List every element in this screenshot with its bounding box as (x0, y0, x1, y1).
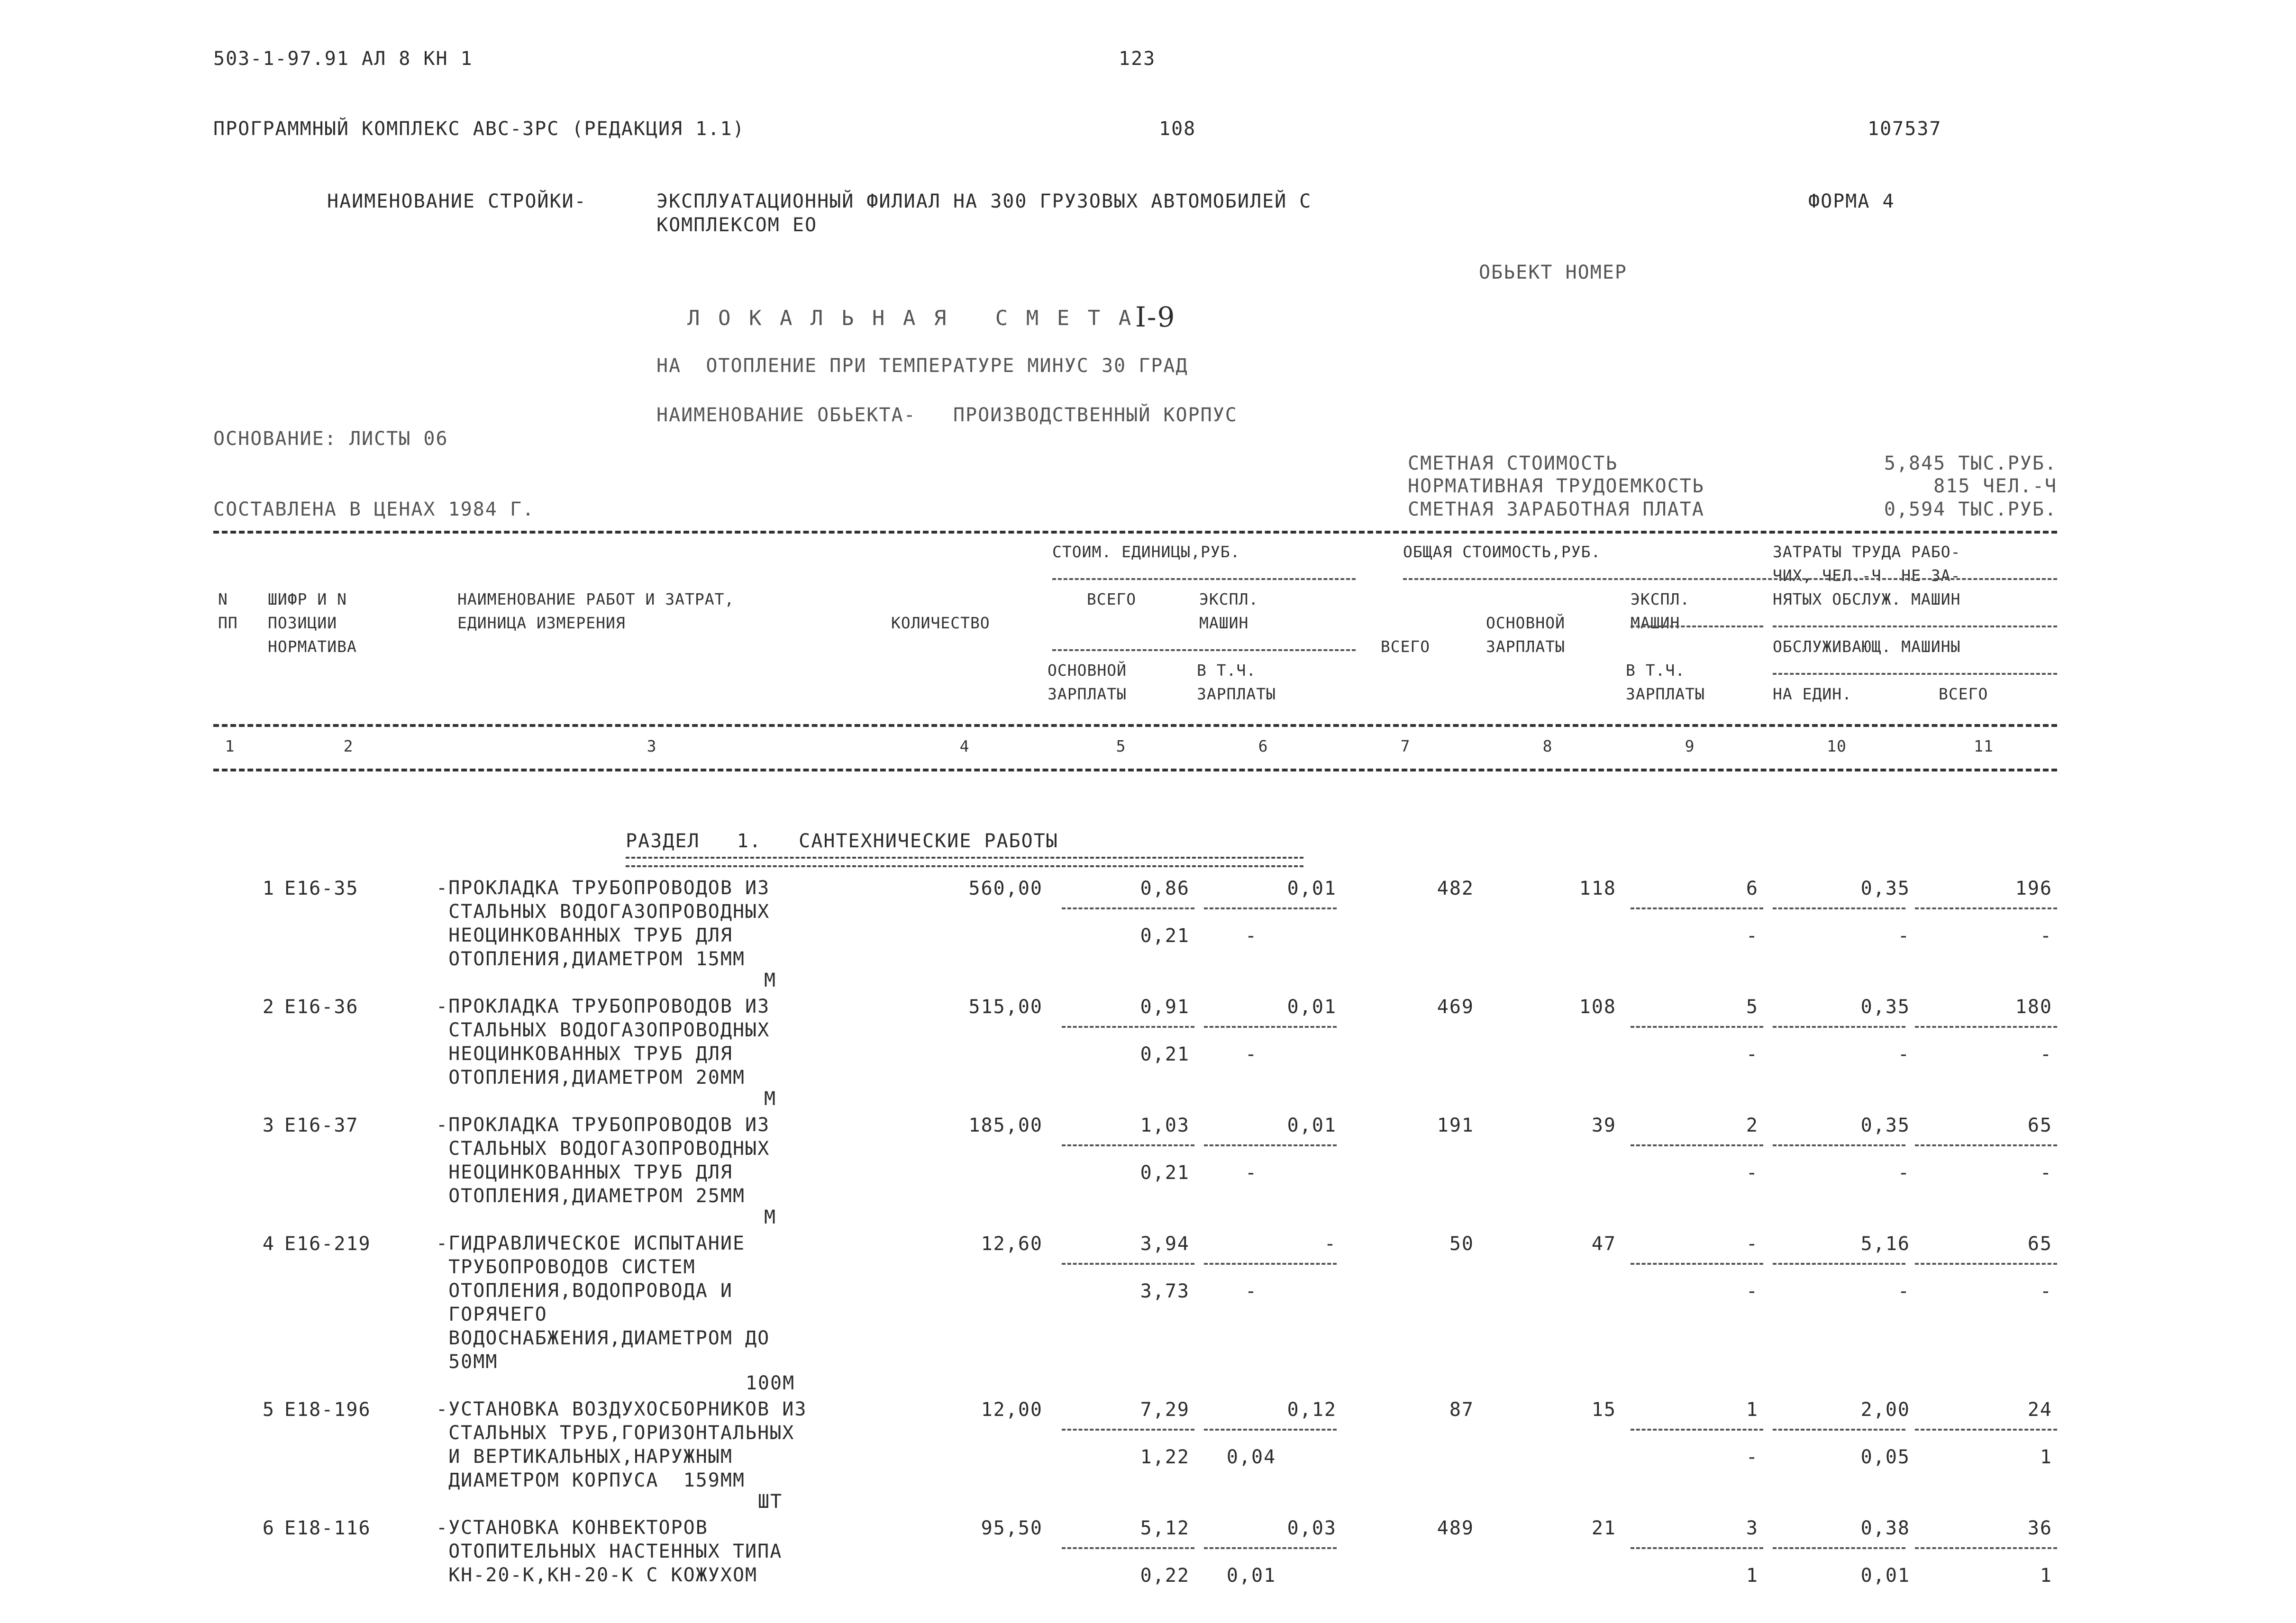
cell-rule (1915, 907, 2057, 909)
row-unit: М (764, 1206, 777, 1228)
row-col8: 108 (1579, 996, 1616, 1018)
cell-rule (1062, 1429, 1194, 1431)
column-number: 5 (1116, 737, 1126, 755)
document-title: Л О К А Л Ь Н А Я С М Е Т А (687, 306, 1134, 330)
cell-rule (1631, 1547, 1763, 1549)
column-number: 7 (1400, 737, 1411, 755)
object-name: НАИМЕНОВАНИЕ ОБЬЕКТА- ПРОИЗВОДСТВЕННЫЙ КОРПУС (656, 404, 1238, 426)
row-col9: 1 (1746, 1399, 1758, 1421)
row-number: 3 (262, 1115, 275, 1136)
column-number: 2 (343, 737, 354, 755)
cell-rule (1915, 1547, 2057, 1549)
row-col5-wage: 0,22 (1140, 1565, 1190, 1587)
row-col8: 39 (1591, 1115, 1616, 1136)
row-col6-wage: - (1245, 1043, 1258, 1065)
row-col11-total: - (2040, 1280, 2052, 1302)
row-col6: 0,01 (1287, 996, 1337, 1018)
form-number: ФОРМА 4 (1808, 190, 1895, 212)
document-code: 503-1-97.91 АЛ 8 КН 1 (213, 48, 473, 70)
header-sub-rule (1773, 673, 2057, 675)
summary-value: 0,594 ТЫС.РУБ. (1884, 499, 2057, 520)
header-rule-mid (213, 724, 2057, 727)
column-number: 4 (959, 737, 970, 755)
row-quantity: 95,50 (981, 1517, 1043, 1539)
row-col8: 21 (1591, 1517, 1616, 1539)
row-col10: 0,35 (1860, 996, 1910, 1018)
row-col11: 36 (2027, 1517, 2052, 1539)
row-col5: 1,03 (1140, 1115, 1190, 1136)
row-col10-unit: - (1897, 1162, 1910, 1184)
cell-rule (1631, 907, 1763, 909)
row-quantity: 515,00 (968, 996, 1043, 1018)
row-code: Е16-36 (284, 996, 359, 1018)
estimate-number: I-9 (1135, 301, 1176, 333)
cell-rule (1062, 1547, 1194, 1549)
col-header-11: ВСЕГО (1939, 685, 1988, 703)
header-sub-rule (1052, 578, 1356, 580)
row-col11-total: - (2040, 1043, 2052, 1065)
row-col5-wage: 0,21 (1140, 1162, 1190, 1184)
row-col7: 469 (1437, 996, 1474, 1018)
row-name: -ПРОКЛАДКА ТРУБОПРОВОДОВ ИЗ СТАЛЬНЫХ ВОДОГАЗОПРОВОДНЫХ НЕОЦИНКОВАННЫХ ТРУБ ДЛЯ ОТОПЛЕНИЯ,ДИАМЕТРОМ 25ММ (436, 1114, 770, 1207)
row-col11: 65 (2027, 1115, 2052, 1136)
row-code: Е18-116 (284, 1517, 371, 1539)
row-col9-wage: - (1746, 925, 1758, 947)
row-col9-wage: - (1746, 1162, 1758, 1184)
column-number: 3 (647, 737, 657, 755)
row-col6: 0,01 (1287, 878, 1337, 899)
cell-rule (1204, 1429, 1337, 1431)
col-header-8: ОСНОВНОЙ ЗАРПЛАТЫ (1486, 614, 1565, 656)
column-number: 6 (1258, 737, 1268, 755)
program-name: ПРОГРАММНЫЙ КОМПЛЕКС АВС-ЗРС (РЕДАКЦИЯ 1.1) (213, 118, 745, 140)
row-quantity: 185,00 (968, 1115, 1043, 1136)
cell-rule (1773, 907, 1905, 909)
price-base: СОСТАВЛЕНА В ЦЕНАХ 1984 Г. (213, 499, 535, 520)
row-col5: 3,94 (1140, 1233, 1190, 1255)
row-col7: 191 (1437, 1115, 1474, 1136)
row-unit: ШТ (757, 1491, 783, 1513)
col-header-labor: ЗАТРАТЫ ТРУДА РАБО- ЧИХ, ЧЕЛ.-Ч НЕ ЗА- НЯТЫХ ОБСЛУЖ. МАШИН (1773, 543, 1961, 608)
header-sub-rule (1403, 578, 2057, 580)
col-header-labor-2: ОБСЛУЖИВАЮЩ. МАШИНЫ (1773, 637, 1961, 656)
col-header-unit-cost: СТОИМ. ЕДИНИЦЫ,РУБ. (1052, 543, 1240, 561)
row-unit: 100М (745, 1372, 795, 1394)
col-header-5: ВСЕГО (1086, 590, 1137, 608)
cell-rule (1773, 1144, 1905, 1146)
row-name: -ПРОКЛАДКА ТРУБОПРОВОДОВ ИЗ СТАЛЬНЫХ ВОДОГАЗОПРОВОДНЫХ НЕОЦИНКОВАННЫХ ТРУБ ДЛЯ ОТОПЛЕНИЯ,ДИАМЕТРОМ 20ММ (436, 996, 770, 1088)
row-col11: 196 (2015, 878, 2052, 899)
row-number: 1 (262, 878, 275, 899)
row-number: 5 (262, 1399, 275, 1421)
summary-label: СМЕТНАЯ СТОИМОСТЬ (1408, 453, 1618, 474)
sheet-number: 108 (1159, 118, 1196, 140)
row-number: 4 (262, 1233, 275, 1255)
row-name: -ПРОКЛАДКА ТРУБОПРОВОДОВ ИЗ СТАЛЬНЫХ ВОДОГАЗОПРОВОДНЫХ НЕОЦИНКОВАННЫХ ТРУБ ДЛЯ ОТОПЛЕНИЯ,ДИАМЕТРОМ 15ММ (436, 877, 770, 970)
row-col5: 0,86 (1140, 878, 1190, 899)
cell-rule (1631, 1263, 1763, 1265)
row-col10-unit: - (1897, 1280, 1910, 1302)
row-col6-wage: - (1245, 1280, 1258, 1302)
estimate-subject: НА ОТОПЛЕНИЕ ПРИ ТЕМПЕРАТУРЕ МИНУС 30 ГРАД (656, 355, 1188, 377)
row-col7: 482 (1437, 878, 1474, 899)
row-col10: 5,16 (1860, 1233, 1910, 1255)
row-quantity: 12,00 (981, 1399, 1043, 1421)
cell-rule (1204, 907, 1337, 909)
header-sub-rule (1773, 626, 2057, 627)
cell-rule (1915, 1144, 2057, 1146)
cell-rule (1915, 1429, 2057, 1431)
row-col10: 0,35 (1860, 878, 1910, 899)
basis: ОСНОВАНИЕ: ЛИСТЫ 06 (213, 428, 448, 450)
page-number: 123 (1119, 48, 1156, 70)
section-underline (626, 857, 1303, 867)
col-header-10: НА ЕДИН. (1773, 685, 1852, 703)
cell-rule (1773, 1429, 1905, 1431)
row-col10: 0,35 (1860, 1115, 1910, 1136)
site-name-line1: ЭКСПЛУАТАЦИОННЫЙ ФИЛИАЛ НА 300 ГРУЗОВЫХ АВТОМОБИЛЕЙ С (656, 190, 1312, 212)
cell-rule (1062, 907, 1194, 909)
row-name: -УСТАНОВКА КОНВЕКТОРОВ ОТОПИТЕЛЬНЫХ НАСТЕННЫХ ТИПА КН-20-К,КН-20-К С КОЖУХОМ (436, 1517, 783, 1586)
cell-rule (1773, 1026, 1905, 1028)
row-unit: М (764, 970, 777, 991)
row-col11-total: 1 (2040, 1446, 2052, 1468)
col-header-code: ШИФР И N ПОЗИЦИИ НОРМАТИВА (268, 590, 357, 656)
row-col9-wage: 1 (1746, 1565, 1758, 1587)
col-header-quantity: КОЛИЧЕСТВО (891, 614, 990, 632)
row-col10: 2,00 (1860, 1399, 1910, 1421)
row-quantity: 560,00 (968, 878, 1043, 899)
row-col7: 87 (1449, 1399, 1474, 1421)
col-header-5b: ОСНОВНОЙ ЗАРПЛАТЫ (1048, 661, 1127, 703)
row-code: Е16-37 (284, 1115, 359, 1136)
cell-rule (1773, 1547, 1905, 1549)
cell-rule (1631, 1144, 1763, 1146)
row-col6-wage: 0,04 (1226, 1446, 1276, 1468)
section-title: РАЗДЕЛ 1. САНТЕХНИЧЕСКИЕ РАБОТЫ (626, 830, 1058, 852)
site-label: НАИМЕНОВАНИЕ СТРОЙКИ- (327, 190, 587, 212)
header-rule-bottom (213, 769, 2057, 771)
row-col9: - (1746, 1233, 1758, 1255)
job-number: 107537 (1868, 118, 1942, 140)
row-col5: 5,12 (1140, 1517, 1190, 1539)
row-col11-total: 1 (2040, 1565, 2052, 1587)
row-unit: М (764, 1088, 777, 1110)
row-col11: 24 (2027, 1399, 2052, 1421)
row-col7: 489 (1437, 1517, 1474, 1539)
row-code: Е16-35 (284, 878, 359, 899)
summary-label: СМЕТНАЯ ЗАРАБОТНАЯ ПЛАТА (1408, 499, 1704, 520)
row-col5-wage: 3,73 (1140, 1280, 1190, 1302)
row-col8: 15 (1591, 1399, 1616, 1421)
summary-value: 815 ЧЕЛ.-Ч (1933, 475, 2057, 497)
cell-rule (1204, 1144, 1337, 1146)
site-name-line2: КОМПЛЕКСОМ ЕО (656, 214, 818, 236)
row-col10-unit: - (1897, 925, 1910, 947)
column-number: 10 (1827, 737, 1847, 755)
row-number: 6 (262, 1517, 275, 1539)
row-col5-wage: 0,21 (1140, 925, 1190, 947)
row-col9: 6 (1746, 878, 1758, 899)
cell-rule (1915, 1263, 2057, 1265)
row-col6-wage: 0,01 (1226, 1565, 1276, 1587)
row-col10-unit: 0,01 (1860, 1565, 1910, 1587)
cell-rule (1062, 1144, 1194, 1146)
row-col9-wage: - (1746, 1446, 1758, 1468)
cell-rule (1773, 1263, 1905, 1265)
row-col10: 0,38 (1860, 1517, 1910, 1539)
summary-label: НОРМАТИВНАЯ ТРУДОЕМКОСТЬ (1408, 475, 1704, 497)
row-col6: - (1324, 1233, 1337, 1255)
row-col6: 0,12 (1287, 1399, 1337, 1421)
object-number-label: ОБЬЕКТ НОМЕР (1479, 262, 1627, 283)
row-name: -ГИДРАВЛИЧЕСКОЕ ИСПЫТАНИЕ ТРУБОПРОВОДОВ СИСТЕМ ОТОПЛЕНИЯ,ВОДОПРОВОДА И ГОРЯЧЕГО ВОДОСНАБЖЕНИЯ,ДИАМЕТРОМ ДО 50ММ (436, 1233, 770, 1373)
row-col9-wage: - (1746, 1280, 1758, 1302)
col-header-name: НАИМЕНОВАНИЕ РАБОТ И ЗАТРАТ, ЕДИНИЦА ИЗМЕРЕНИЯ (457, 590, 735, 632)
row-col10-unit: 0,05 (1860, 1446, 1910, 1468)
summary-value: 5,845 ТЫС.РУБ. (1884, 453, 2057, 474)
cell-rule (1631, 1026, 1763, 1028)
cell-rule (1062, 1026, 1194, 1028)
col-header-6: ЭКСПЛ. МАШИН (1199, 590, 1259, 632)
cell-rule (1631, 1429, 1763, 1431)
col-header-9: ЭКСПЛ. МАШИН (1631, 590, 1690, 632)
row-col9: 5 (1746, 996, 1758, 1018)
row-code: Е16-219 (284, 1233, 371, 1255)
header-rule-top (213, 531, 2057, 534)
row-col5: 7,29 (1140, 1399, 1190, 1421)
cell-rule (1204, 1026, 1337, 1028)
row-col9: 3 (1746, 1517, 1758, 1539)
row-col11: 180 (2015, 996, 2052, 1018)
row-col11-total: - (2040, 925, 2052, 947)
row-col6: 0,01 (1287, 1115, 1337, 1136)
row-col10-unit: - (1897, 1043, 1910, 1065)
header-sub-rule (1052, 649, 1356, 651)
column-number: 11 (1974, 737, 1994, 755)
row-col9: 2 (1746, 1115, 1758, 1136)
cell-rule (1204, 1263, 1337, 1265)
row-col8: 118 (1579, 878, 1616, 899)
row-col6-wage: - (1245, 925, 1258, 947)
column-number: 8 (1542, 737, 1553, 755)
row-col7: 50 (1449, 1233, 1474, 1255)
row-number: 2 (262, 996, 275, 1018)
row-col8: 47 (1591, 1233, 1616, 1255)
col-header-6b: В Т.Ч. ЗАРПЛАТЫ (1197, 661, 1276, 703)
column-number: 9 (1685, 737, 1695, 755)
col-header-total-cost: ОБЩАЯ СТОИМОСТЬ,РУБ. (1403, 543, 1601, 561)
row-col6-wage: - (1245, 1162, 1258, 1184)
cell-rule (1204, 1547, 1337, 1549)
column-number: 1 (225, 737, 235, 755)
row-col11-total: - (2040, 1162, 2052, 1184)
col-header-number: N ПП (218, 590, 238, 632)
cell-rule (1915, 1026, 2057, 1028)
row-col5-wage: 1,22 (1140, 1446, 1190, 1468)
row-col5: 0,91 (1140, 996, 1190, 1018)
col-header-7: ВСЕГО (1380, 637, 1430, 656)
row-name: -УСТАНОВКА ВОЗДУХОСБОРНИКОВ ИЗ СТАЛЬНЫХ ТРУБ,ГОРИЗОНТАЛЬНЫХ И ВЕРТИКАЛЬНЫХ,НАРУЖНЫМ ДИАМЕТРОМ КОРПУСА 159ММ (436, 1398, 807, 1491)
cell-rule (1062, 1263, 1194, 1265)
row-col5-wage: 0,21 (1140, 1043, 1190, 1065)
row-quantity: 12,60 (981, 1233, 1043, 1255)
row-col9-wage: - (1746, 1043, 1758, 1065)
row-col6: 0,03 (1287, 1517, 1337, 1539)
row-code: Е18-196 (284, 1399, 371, 1421)
col-header-9b: В Т.Ч. ЗАРПЛАТЫ (1626, 661, 1705, 703)
header-sub-rule (1631, 626, 1763, 627)
row-col11: 65 (2027, 1233, 2052, 1255)
